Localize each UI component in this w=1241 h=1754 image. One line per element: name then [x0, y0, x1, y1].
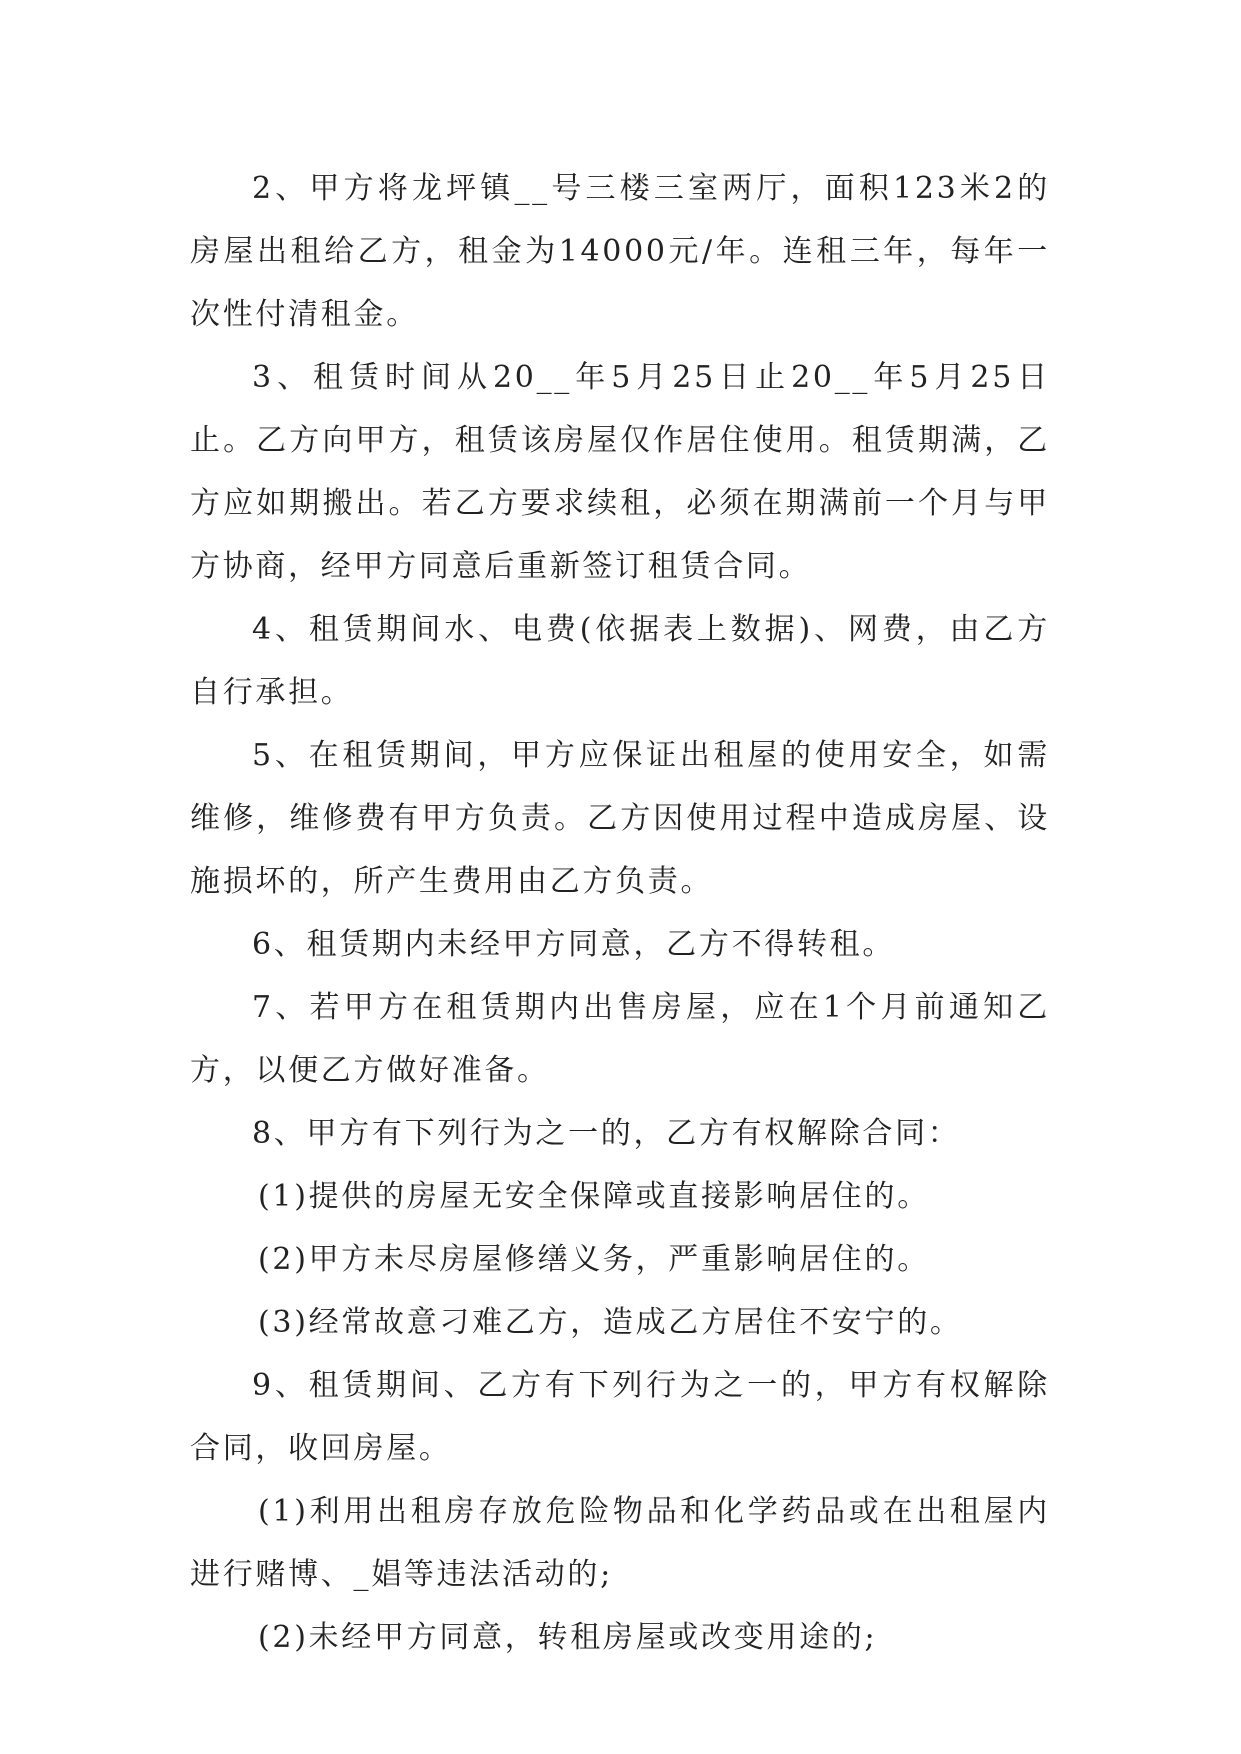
clause-7: 7、若甲方在租赁期内出售房屋，应在1个月前通知乙方，以便乙方做好准备。 — [190, 990, 1050, 1088]
clause-6: 6、租赁期内未经甲方同意，乙方不得转租。 — [252, 927, 896, 962]
clause-3: 3、租赁时间从20__年5月25日止20__年5月25日止。乙方向甲方，租赁该房屋仅作居住使用。租赁期满，乙方应如期搬出。若乙方要求续租，必须在期满前一个月与甲方协商，经甲方同意后重新签订租赁合同。 — [190, 360, 1050, 584]
clause-8: 8、甲方有下列行为之一的，乙方有权解除合同： — [252, 1116, 961, 1151]
clause-9-item-1: (1)利用出租房存放危险物品和化学药品或在出租屋内进行赌博、_娼等违法活动的; — [190, 1494, 1050, 1592]
clause-2: 2、甲方将龙坪镇__号三楼三室两厅，面积123米2的房屋出租给乙方，租金为14000元/年。连租三年，每年一次性付清租金。 — [190, 171, 1050, 332]
clause-4: 4、租赁期间水、电费(依据表上数据)、网费，由乙方自行承担。 — [190, 612, 1050, 710]
clause-5: 5、在租赁期间，甲方应保证出租屋的使用安全，如需维修，维修费有甲方负责。乙方因使用过程中造成房屋、设施损坏的，所产生费用由乙方负责。 — [190, 738, 1050, 899]
clause-8-item-1: (1)提供的房屋无安全保障或直接影响居住的。 — [258, 1179, 930, 1214]
clause-8-item-3: (3)经常故意刁难乙方，造成乙方居住不安宁的。 — [258, 1305, 963, 1340]
clause-9: 9、租赁期间、乙方有下列行为之一的，甲方有权解除合同，收回房屋。 — [190, 1368, 1050, 1466]
clause-8-item-2: (2)甲方未尽房屋修缮义务，严重影响居住的。 — [258, 1242, 930, 1277]
clause-9-item-2: (2)未经甲方同意，转租房屋或改变用途的; — [258, 1620, 878, 1655]
document-body — [190, 157, 1050, 1669]
